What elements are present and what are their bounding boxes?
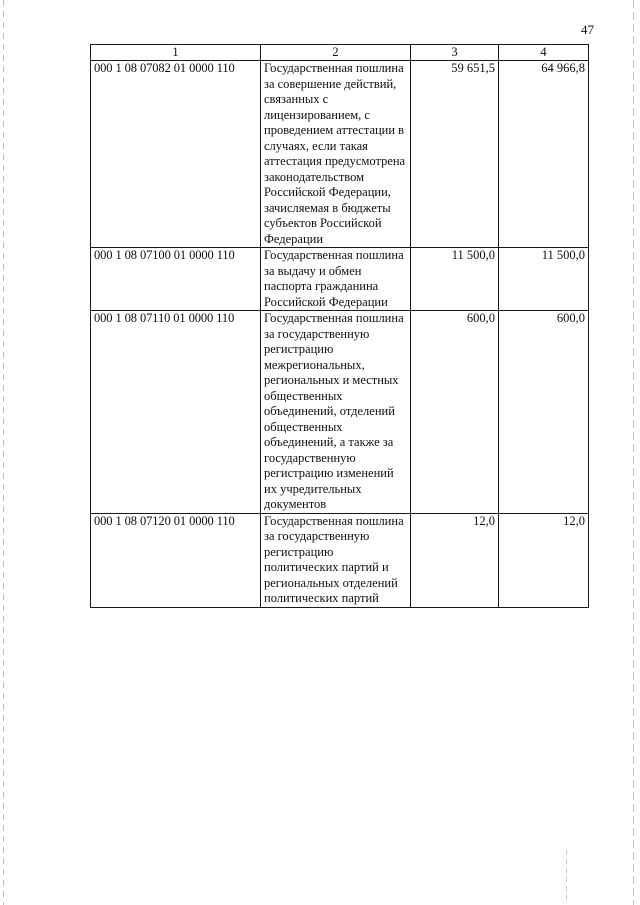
- table-header-row: [91, 45, 589, 61]
- table-row: [91, 311, 589, 514]
- revenue-name-cell: Государственная пошлина за выдачу и обмен паспорта гражданина Российской Федерации: [261, 248, 411, 311]
- amount-col3-cell: 600,0: [411, 311, 499, 514]
- budget-code-cell: 000 1 08 07110 01 0000 110: [91, 311, 261, 514]
- column-header-3: 3: [411, 45, 499, 61]
- table-row: [91, 248, 589, 311]
- revenue-name-cell: Государственная пошлина за государственную регистрацию межрегиональных, региональных и местных общественных объединений, отделений общественных объединений, а также за государственную регистрацию изменений их учредительных документов: [261, 311, 411, 514]
- revenue-table: [90, 44, 589, 608]
- table-row: [91, 513, 589, 607]
- revenue-name-cell: Государственная пошлина за совершение действий, связанных с лицензированием, с проведением аттестации в случаях, если такая аттестация предусмотрена законодательством Российской Федерации, зачисляемая в бюджеты субъектов Российской Федерации: [261, 61, 411, 248]
- amount-col4-cell: 64 966,8: [499, 61, 589, 248]
- amount-col3-cell: 12,0: [411, 513, 499, 607]
- page-number: 47: [581, 22, 594, 37]
- budget-code-cell: 000 1 08 07120 01 0000 110: [91, 513, 261, 607]
- scan-bottom-mark: [566, 850, 567, 902]
- budget-code-cell: 000 1 08 07082 01 0000 110: [91, 61, 261, 248]
- column-header-2: 2: [261, 45, 411, 61]
- budget-code-cell: 000 1 08 07100 01 0000 110: [91, 248, 261, 311]
- scan-edge-left: [3, 0, 4, 905]
- amount-col3-cell: 11 500,0: [411, 248, 499, 311]
- table-row: [91, 61, 589, 248]
- revenue-name-cell: Государственная пошлина за государственную регистрацию политических партий и региональных отделений политических партий: [261, 513, 411, 607]
- amount-col4-cell: 12,0: [499, 513, 589, 607]
- column-header-1: 1: [91, 45, 261, 61]
- amount-col3-cell: 59 651,5: [411, 61, 499, 248]
- amount-col4-cell: 600,0: [499, 311, 589, 514]
- amount-col4-cell: 11 500,0: [499, 248, 589, 311]
- scan-edge-right: [633, 0, 634, 905]
- column-header-4: 4: [499, 45, 589, 61]
